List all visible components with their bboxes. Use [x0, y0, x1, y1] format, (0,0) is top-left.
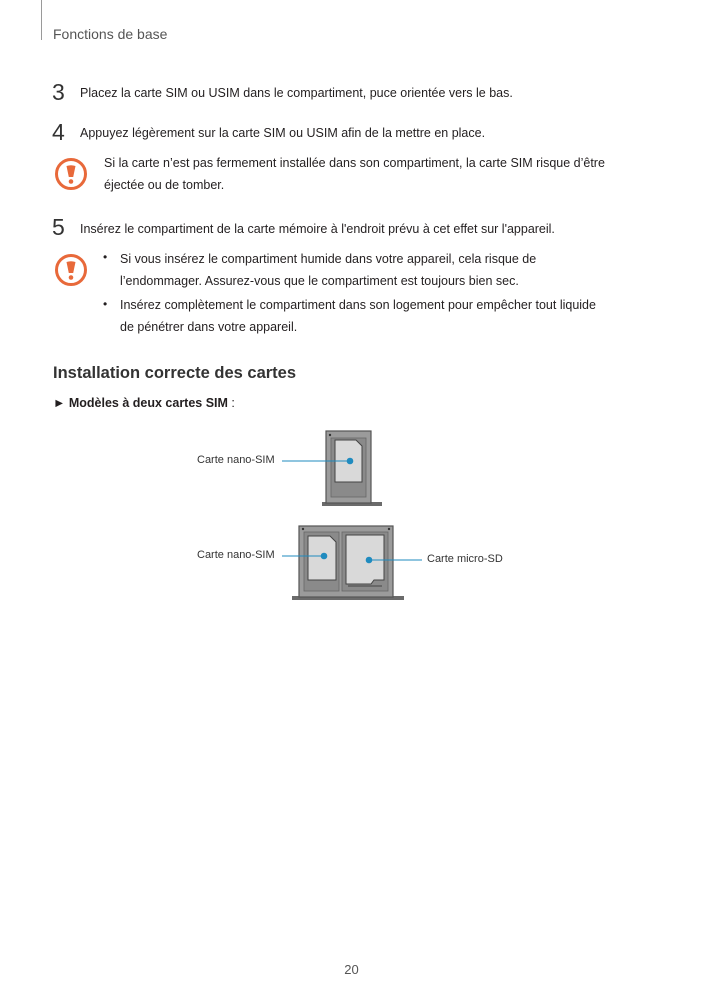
models-suffix: :	[227, 396, 235, 410]
bullet-marker: •	[103, 297, 108, 311]
models-name: Modèles à deux cartes SIM	[68, 396, 228, 410]
caution-note-line: éjectée ou de tomber.	[104, 178, 225, 192]
arrow-icon: ►	[53, 396, 66, 410]
caution-note-line: Si la carte n’est pas fermement installée dans son compartiment, la carte SIM risque d’être	[104, 156, 605, 170]
bullet-line: l’endommager. Assurez-vous que le compartiment est toujours bien sec.	[120, 274, 519, 288]
dual-sim-tray	[292, 526, 404, 600]
step-text-3: Placez la carte SIM ou USIM dans le compartiment, puce orientée vers le bas.	[80, 86, 513, 100]
section-title: Installation correcte des cartes	[53, 364, 297, 382]
step-number-3: 3	[52, 79, 65, 105]
step-text-4: Appuyez légèrement sur la carte SIM ou USIM afin de la mettre en place.	[80, 126, 486, 140]
bullet-line: de pénétrer dans votre appareil.	[120, 320, 298, 334]
bullet-line: Si vous insérez le compartiment humide dans votre appareil, cela risque de	[120, 252, 537, 266]
callout-bottom-nano-sim: Carte nano-SIM	[197, 549, 275, 561]
step-number-4: 4	[52, 119, 65, 145]
bullet-line: Insérez complètement le compartiment dans son logement pour empêcher tout liquide	[120, 298, 596, 312]
callout-micro-sd: Carte micro-SD	[427, 553, 503, 565]
step-number-5: 5	[52, 214, 65, 240]
single-sim-tray	[322, 431, 382, 506]
section-header: Fonctions de base	[53, 26, 168, 42]
callout-top-nano-sim: Carte nano-SIM	[197, 454, 275, 466]
page-number: 20	[344, 962, 359, 977]
bullet-marker: •	[103, 250, 108, 264]
step-text-5: Insérez le compartiment de la carte mémoire à l'endroit prévu à cet effet sur l'appareil.	[80, 222, 555, 236]
